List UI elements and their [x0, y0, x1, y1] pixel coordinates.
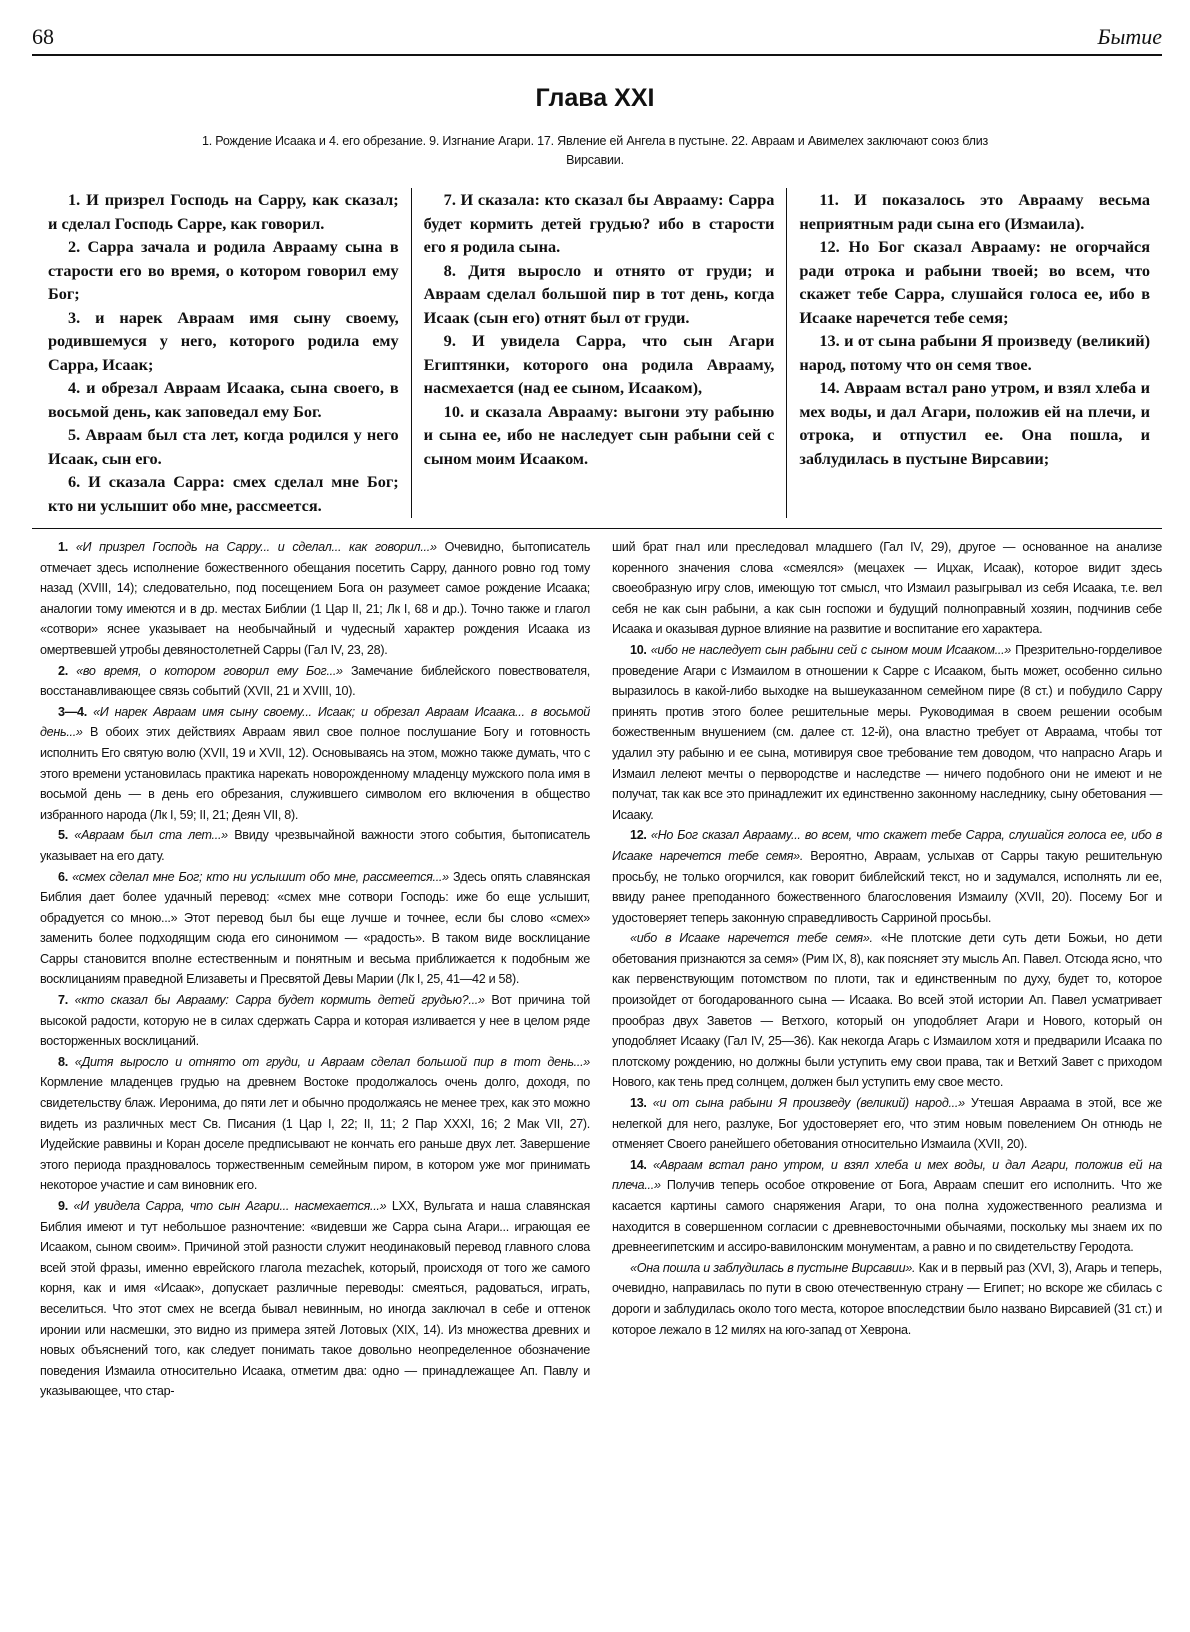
running-title: Бытие [1097, 24, 1162, 49]
verse-ref: 13. [630, 1096, 647, 1111]
verse-quote: «ибо не наследует сын рабыни сей с сыном моим Исааком...» [650, 642, 1012, 657]
verse: 9. И увидела Сарра, что сын Агари Египтянки, которого она родила Аврааму, насмехается (над ее сыном, Исааком), [423, 331, 775, 397]
verse: 14. Авраам встал рано утром, и взял хлеба и мех воды, и дал Агари, положив ей на плечи, и отрока, и отпустил ее. Она пошла, и заблудилась в пустыне Вирсавии; [799, 378, 1151, 468]
page-header [32, 22, 1162, 56]
chapter-title: Глава XXI [535, 84, 655, 112]
commentary-paragraph [40, 1052, 590, 1196]
commentary-paragraph [40, 702, 590, 826]
verse-quote: «Авраам был ста лет...» [74, 828, 228, 843]
commentary-text: Очевидно, бытописатель отмечает здесь исполнение божественного обещания посетить Сарру, данного ровно год тому назад (XVIII, 14); следовательно, под посещением Бога он разумеет самое рождение Исаака; аналогии тому имеются и в др. местах Библии (1 Цар II, 21; Лк I, 68 и др.). Точно также и глагол «сотвори» яснее указывает на необычайный и чудесный характер рождения Исаака из омертвевшей утробы девяностолетней Сарры (Гал IV, 23, 28). [40, 540, 591, 657]
verse-ref: 7. [58, 993, 68, 1008]
verse: 4. и обрезал Авраам Исаака, сына своего, в восьмой день, как заповедал ему Бог. [48, 378, 399, 421]
verse-quote: «ибо в Исааке наречется тебе семя». [630, 931, 873, 946]
verse-ref: 12. [630, 828, 647, 843]
commentary-text: Презрительно-горделивое проведение Агари с Измаилом в отношении к Сарре с Исааком, быть может, особенно сильно выразилось в какой-либо выходке на вышеуказанном семейном пире (8 ст.) и побудило Сарру принять против этого более решительные меры. Руководимая в своем решении особым божественным внушением (см. далее ст. 12-й), она властно требует от Авраама, чтобы тот удалил эту рабыню и ее сына, мотивируя свое требование тем доводом, что напрасно Агарь и Измаил лелеют мечты о первородстве и наследстве — ничего подобного они не имеют и не получат, так как все это принадлежит их единственно законному наследнику, сыну обетования — Исааку. [612, 642, 1162, 822]
verse-quote: «смех сделал мне Бог; кто ни услышит обо мне, рассмеется...» [72, 869, 449, 884]
verse-quote: «И увидела Сарра, что сын Агари... насмехается...» [73, 1199, 387, 1213]
commentary-text: Утешая Авраама в этой, все же нелегкой для него, разлуке, Бог удостоверяет его, что этим новым повелением Он отнюдь не отменяет Своего ранейшего обетования относительно Измаила (XVII, 20). [612, 1096, 1162, 1152]
commentary-paragraph [40, 867, 590, 991]
commentary-text: Здесь опять славянская Библия дает более удачный перевод: «смех мне сотвори Господь: иже бо еще услышит, обрадуется со мною...» Этот перевод был бы еще лучше и точнее, если бы слово «смех» заменить более подходящим сюда его синонимом — «радость». В таком виде восклицание Сарры становится вполне естественным и понятным и весьма приближается к подобным же восклицаниям праведной Елизаветы и Пресвятой Девы Марии (Лк I, 25, 41—42 и 58). [40, 869, 590, 987]
commentary-text: «Не плотские дети суть дети Божьи, но дети обетования признаются за семя» (Рим IX, 8), как поясняет эту мысль Ап. Павел. Отсюда ясно, что как первенствующим потомством по плоти, так и единственным по духу, будет то, которое произойдет от богодарованного сына — Исаака. Во всей этой истории Ап. Павел усматривает прообраз двух Заветов — Ветхого, который он уподобляет Агари и Нового, который он уподобляет Исааку (Гал IV, 25—36). Как некогда Агарь с Измаилом хотя и предварили Исаака по плотскому рождению, но должны были уступить ему свои права, так и Ветхий Завет с приходом Нового, как тень пред солнцем, должен был уступить ему свое место. [612, 931, 1162, 1090]
verse-quote: «и от сына рабыни Я произведу (великий) народ...» [652, 1096, 965, 1111]
verse-column-2 [411, 188, 788, 518]
commentary-text: ший брат гнал или преследовал младшего (Гал IV, 29), другое — основанное на анализе коренного значения слова «смеялся» (мецахек — Ицхак, Исаак), которое видит здесь своеобразную игру слов, имеющую тот смысл, что Измаил разыгрывал из себя Исаака, т.е. вел себя не как сын рабыни, а как сын госпожи и будущий полноправный хозяин, подчинив себе Исаака и оказывая дурное влияние на развитие и воспитание его характера. [612, 540, 1162, 637]
verse: 13. и от сына рабыни Я произведу (великий) народ, потому что он семя твое. [799, 331, 1151, 374]
scripture-verses [40, 188, 1162, 518]
commentary-paragraph [40, 990, 590, 1052]
section-divider [32, 528, 1162, 529]
commentary-text: Вот причина той высокой радости, которую не в силах сдержать Сарра и которая изливается у нее в целом ряде восторженных восклицаний. [40, 993, 590, 1049]
commentary-text: LXX, Вульгата и наша славянская Библия имеют и тут небольшое разночтение: «видевши же Сарра сына Агари... играющая ее Исааком, сыном своим». Причиной этой разности служит неодинаковый перевод главного слова всей этой фразы, именно еврейского глагола mezachek, который, происходя от того же самого корня, как и имя «Исаак», допускает различные переводы: смеяться, радоваться, играть, веселиться. Что этот смех не всегда бывал невинным, но иногда заключал в себе и оттенок иронии или насмешки, это видно из примера зятей Лотовых (XIX, 14). Из множества древних и новых объяснений того, как следует понимать такое довольно неопределенное обозначение поведения Измаила относительно Исаака, отметим два: одно — принадлежащее Ап. Павлу и указывающее, что стар- [40, 1199, 591, 1399]
chapter-summary: 1. Рождение Исаака и 4. его обрезание. 9. Изгнание Агари. 17. Явление ей Ангела в пустыне. 22. Авраам и Авимелех заключают союз близ Вирсавии. [201, 134, 989, 167]
commentary-paragraph [612, 1093, 1162, 1155]
verse-quote: «во время, о котором говорил ему Бог...» [76, 663, 343, 678]
verse-ref: 1. [58, 540, 68, 554]
verse: 6. И сказала Сарра: смех сделал мне Бог; кто ни услышит обо мне, рассмеется. [48, 472, 399, 515]
verse: 12. Но Бог сказал Аврааму: не огорчайся ради отрока и рабыни твоей; во всем, что скажет тебе Сарра, слушайся голоса ее, ибо в Исааке наречется тебе семя; [799, 237, 1151, 327]
commentary [40, 537, 1162, 1627]
verse: 8. Дитя выросло и отнято от груди; и Авраам сделал большой пир в тот день, когда Исаак (сын его) отнят был от груди. [423, 260, 775, 327]
commentary-paragraph [612, 825, 1162, 928]
verse: 3. и нарек Авраам имя сыну своему, родившемуся у него, которого родила ему Сарра, Исаак; [48, 307, 399, 374]
verse-ref: 9. [58, 1199, 68, 1213]
verse-quote: «Но Бог сказал Аврааму... во всем, что скажет тебе Сарра, слушайся голоса ее, ибо в Исааке наречется тебе семя». [612, 828, 1162, 863]
verse-quote: «Дитя выросло и отнято от груди, и Авраам сделал большой пир в тот день...» [74, 1054, 590, 1069]
commentary-column-left [40, 537, 590, 1627]
commentary-paragraph [612, 928, 1162, 1093]
verse: 2. Сарра зачала и родила Аврааму сына в старости его во время, о котором говорил ему Бог; [48, 237, 399, 303]
commentary-paragraph [40, 661, 590, 702]
verse-quote: «Авраам встал рано утром, и взял хлеба и мех воды, и дал Агари, положив ей на плеча...» [612, 1157, 1162, 1193]
verse-quote: «Она пошла и заблудилась в пустыне Вирсавии». [630, 1260, 916, 1275]
commentary-text: Кормление младенцев грудью на древнем Востоке продолжалось очень долго, доходя, по свидетельству блаж. Иеронима, до пяти лет и обычно продолжаясь не менее трех, как это можно видеть из различных мест Св. Писания (1 Цар I, 22; II, 11; 2 Пар XXXI, 16; 2 Мак VII, 27). Иудейские раввины и Коран доселе предписывают не кончать его раньше двух лет. Завершение этого периода праздновалось торжественным семейным пиром, в котором уже мог принимать некоторое участие и сам виновник его. [40, 1075, 590, 1193]
commentary-text: Как и в первый раз (XVI, 3), Агарь и теперь, очевидно, направилась по пути в свою отечественную страну — Египет; но вскоре же сбилась с дороги и заблудилась около того места, которое впоследствии было названо Вирсавией (31 ст.) и которое лежало в 12 милях на юго-запад от Хеврона. [612, 1260, 1162, 1337]
verse-ref: 14. [630, 1157, 647, 1172]
commentary-paragraph [40, 1196, 590, 1402]
commentary-paragraph [40, 537, 590, 661]
verse-ref: 8. [58, 1054, 68, 1069]
commentary-paragraph [612, 1155, 1162, 1258]
verse-ref: 2. [58, 663, 68, 678]
verse-ref: 5. [58, 828, 68, 843]
verse-column-3 [787, 188, 1162, 518]
verse-quote: «кто сказал бы Аврааму: Сарра будет кормить детей грудью?...» [74, 993, 485, 1008]
commentary-text: В обоих этих действиях Авраам явил свое полное послушание Богу и готовность исполнить Его святую волю (XVII, 19 и XVII, 12). Основываясь на этом, можно также думать, что с этого времени установилась практика нарекать новорожденному младенцу мужского пола имя в восьмой день — в день его обрезания, служившего символом его включения в общество избранного народа (Лк I, 59; II, 21; Деян VII, 8). [40, 725, 590, 822]
commentary-paragraph [40, 825, 590, 866]
verse-quote: «И призрел Господь на Сарру... и сделал... как говорил...» [75, 540, 437, 554]
verse-column-1 [40, 188, 411, 518]
commentary-paragraph [612, 1258, 1162, 1340]
commentary-paragraph [612, 537, 1162, 640]
commentary-column-right [612, 537, 1162, 1627]
commentary-text: Замечание библейского повествователя, восстанавливающее связь событий (XVII, 21 и XVIII, 10). [40, 663, 591, 699]
verse-quote: «И нарек Авраам имя сыну своему... Исаак; и обрезал Авраам Исаака... в восьмой день...» [40, 704, 590, 740]
verse-ref: 3—4. [58, 704, 87, 719]
commentary-paragraph [612, 640, 1162, 825]
page-number: 68 [32, 24, 54, 49]
verse: 10. и сказала Аврааму: выгони эту рабыню и сына ее, ибо не наследует сын рабыни сей с сыном моим Исааком. [423, 401, 775, 468]
commentary-text: Получив теперь особое откровение от Бога, Авраам спешит его исполнить. Что же касается картины самого снаряжения Агари, то она полна художественного реализма и находится в совершенном согласии с древневосточными обычаями, поскольку мы знаем их по древнеегипетским и ассиро-вавилонским монументам, а равно и по свидетельству Геродота. [612, 1178, 1162, 1255]
verse: 11. И показалось это Аврааму весьма неприятным ради сына его (Измаила). [799, 190, 1151, 233]
verse: 1. И призрел Господь на Сарру, как сказал; и сделал Господь Сарре, как говорил. [48, 190, 399, 233]
verse: 5. Авраам был ста лет, когда родился у него Исаак, сын его. [48, 425, 399, 468]
commentary-text: Вероятно, Авраам, услыхав от Сарры такую решительную просьбу, не только огорчился, как говорит библейский текст, но и задумался, исполнять ли ее, ввиду ранее преподанного божественного благословения Измаилу (XVII, 20). Посему Бог и удостоверяет теперь законную справедливость Сарриной просьбы. [612, 848, 1162, 925]
verse-ref: 6. [58, 869, 68, 884]
verse-ref: 10. [630, 642, 647, 657]
commentary-text: Ввиду чрезвычайной важности этого события, бытописатель указывает на его дату. [40, 828, 590, 863]
verse: 7. И сказала: кто сказал бы Аврааму: Сарра будет кормить детей грудью? ибо в старости его я родила сына. [423, 190, 775, 256]
